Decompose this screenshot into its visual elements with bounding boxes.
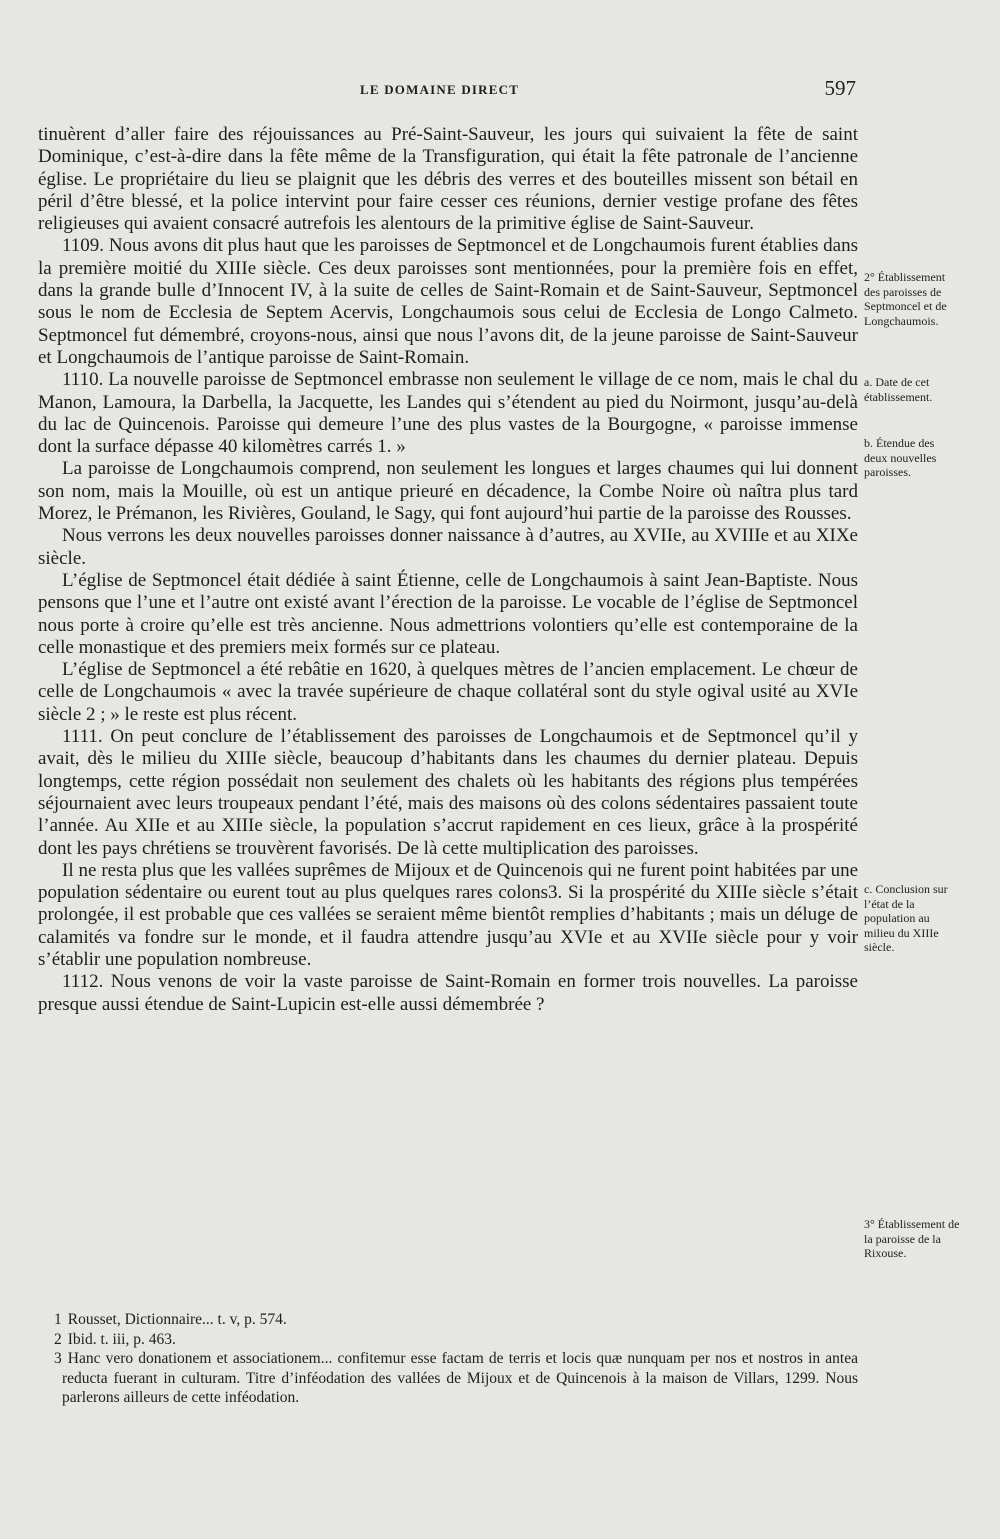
footnote-text: Rousset, Dictionnaire... t. v, p. 574. [67,1311,287,1328]
paragraph: 1110. La nouvelle paroisse de Septmoncel embrasse non seulement le village de ce nom, mais le chal du Manon, Lamoura, la Darbella, la Jacquette, les Landes qui s’étendent au pied du Noirmont, jusqu’au-delà du lac de Quincenois. Paroisse qui demeure l’une des plus vastes de la Bourgogne, « paroisse immense dont la surface dépasse 40 kilomètres carrés 1. » [38,369,858,458]
footnote [38,1330,858,1350]
paragraph: 1112. Nous venons de voir la vaste paroisse de Saint-Romain en former trois nouvelles. La paroisse presque aussi étendue de Saint-Lupicin est-elle aussi démembrée ? [38,971,858,1015]
paragraph: L’église de Septmoncel a été rebâtie en 1620, à quelques mètres de l’ancien emplacement. Le chœur de celle de Longchaumois « avec la travée supérieure de chaque collatéral sont du style ogival usité au XVIe siècle 2 ; » le reste est plus récent. [38,659,858,725]
paragraph: tinuèrent d’aller faire des réjouissances au Pré-Saint-Sauveur, les jours qui suivaient la fête de saint Dominique, c’est-à-dire dans la fête même de la Transfiguration, qui était la fête patronale de l’ancienne église. Le propriétaire du lieu se plaignit que les débris des verres et des bouteilles missent son bétail en péril d’être blessé, et la police intervint pour faire cesser ces réunions, dernier vestige profane des fêtes religieuses qui avaient consacré autrefois les alentours de la primitive église de Saint-Sauveur. [38,124,858,235]
footnotes [38,1310,858,1408]
margin-note: a. Date de cet établissement. [864,375,933,404]
footnote [38,1310,858,1330]
footnote-number: 3 [54,1350,62,1367]
paragraph: 1109. Nous avons dit plus haut que les paroisses de Septmoncel et de Longchaumois furent établies dans la première moitié du XIIIe siècle. Ces deux paroisses sont mentionnées, pour la première fois en effet, dans la grande bulle d’Innocent IV, à la suite de celles de Saint-Romain et de Saint-Sauveur, Septmoncel sous le nom de Ecclesia de Septem Acervis, Longchaumois sous celui de Ecclesia de Longo Calmeto. Septmoncel fut démembré, croyons-nous, ainsi que nous l’avons dit, de la jeune paroisse de Saint-Sauveur et Longchaumois de l’antique paroisse de Saint-Romain. [38,235,858,368]
margin-note: 2° Établissement des paroisses de Septmoncel et de Longchaumois. [864,270,947,328]
footnote-text: Ibid. t. iii, p. 463. [67,1330,176,1348]
footnote-number: 1 [54,1311,62,1328]
running-header [38,76,856,104]
running-title: LE DOMAINE DIRECT [360,82,520,97]
paragraph: Nous verrons les deux nouvelles paroisses donner naissance à d’autres, au XVIIe, au XVIIIe et au XIXe siècle. [38,525,858,569]
paragraph: L’église de Septmoncel était dédiée à saint Étienne, celle de Longchaumois à saint Jean-Baptiste. Nous pensons que l’une et l’autre ont existé avant l’érection de la paroisse. Le vocable de l’église de Septmoncel nous porte à croire qu’elle est très ancienne. Nous admettrions volontiers qu’elle est contemporaine de la celle monastique et des premiers meix formés sur ce plateau. [38,569,858,658]
footnote [38,1349,858,1408]
paragraph: Il ne resta plus que les vallées suprêmes de Mijoux et de Quincenois qui ne furent point habitées par une population sédentaire ou eurent tout au plus quelques rares colons3. Si la prospérité du XIIIe siècle s’était prolongée, il est probable que ces vallées se seraient même bientôt remplies d’habitants ; mais un déluge de calamités va fondre sur le monde, et il faudra attendre jusqu’au XVIe et au XVIIe siècle pour y voir s’établir une population nombreuse. [38,859,858,970]
margin-note: b. Étendue des deux nouvelles paroisses. [864,436,937,479]
main-text [38,124,858,1016]
footnote-number: 2 [54,1330,62,1348]
paragraph: 1111. On peut conclure de l’établissement des paroisses de Longchaumois et de Septmoncel qu’il y avait, dès le milieu du XIIIe siècle, beaucoup d’habitants dans les chaumes du dernier plateau. Depuis longtemps, cette région possédait non seulement des chalets où les habitants des régions plus tempérées séjournaient avec leurs troupeaux pendant l’été, mais des maisons où des colons sédentaires passaient toute l’année. Au XIIe et au XIIIe siècle, la population s’accrut rapidement en ces lieux, grâce à la prospérité dont les pays chrétiens se trouvèrent favorisés. De là cette multiplication des paroisses. [38,726,858,859]
margin-note: 3° Établissement de la paroisse de la Rixouse. [864,1217,960,1260]
page-number: 597 [824,76,856,100]
paragraph: La paroisse de Longchaumois comprend, non seulement les longues et larges chaumes qui lui donnent son nom, mais la Mouille, où est un antique prieuré en décadence, la Combe Noire où naîtra plus tard Morez, le Prémanon, les Rivières, Gouland, le Sagy, qui font aujourd’hui partie de la paroisse des Rousses. [38,458,858,525]
footnote-text: Hanc vero donationem et associationem... confitemur esse factam de terris et locis quæ nunquam per nos et nostros in antea reducta fuerant in culturam. Titre d’inféodation des vallées de Mijoux et de Quincenois à la maison de Villars, 1299. Nous parlerons ailleurs de cette inféodation. [62,1350,858,1406]
margin-note: c. Conclusion sur l’état de la population au milieu du XIIIe siècle. [864,882,948,954]
